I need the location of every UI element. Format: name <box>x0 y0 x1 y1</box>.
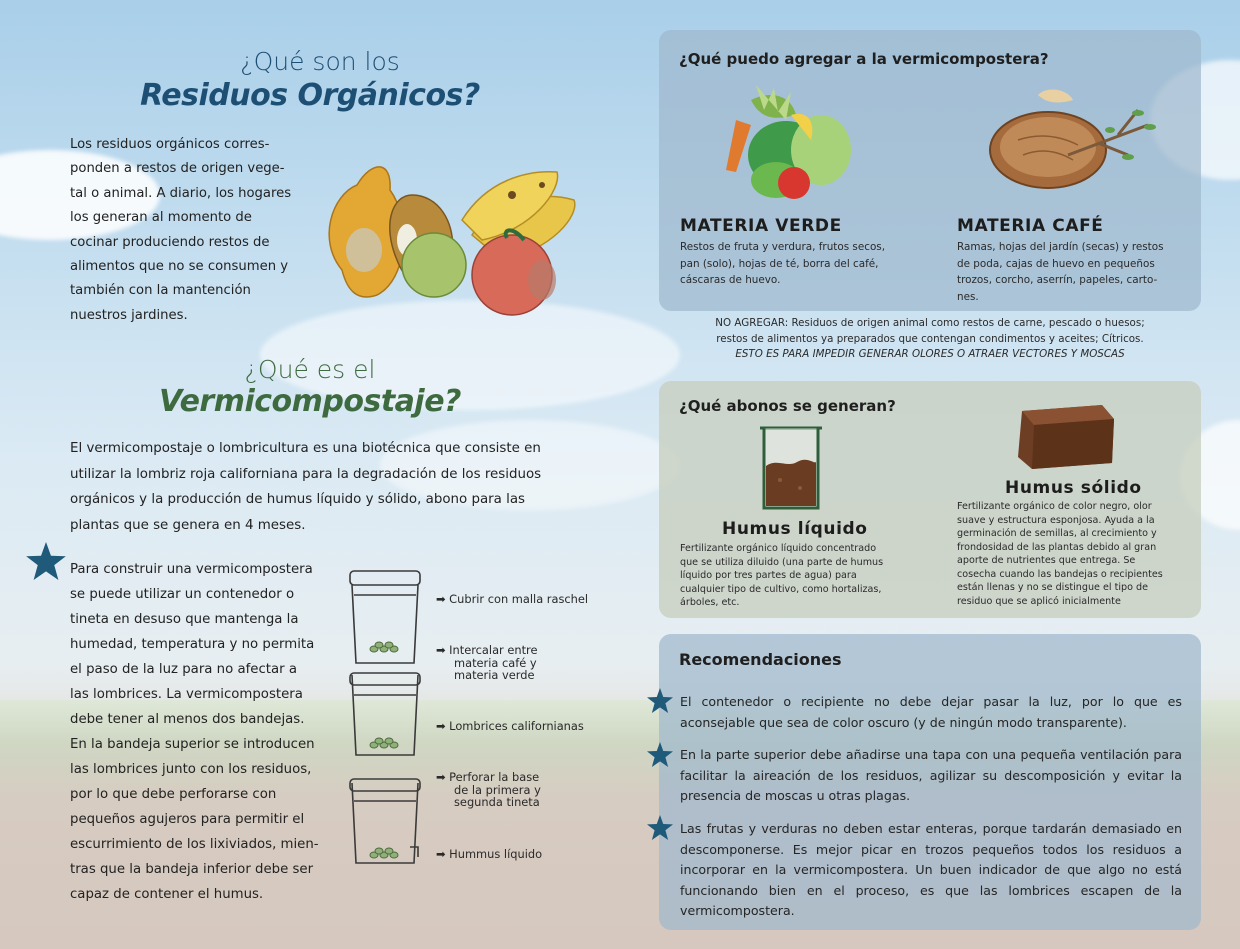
brown-matter-illustration <box>978 85 1158 200</box>
heading-residuos-bold: Residuos Orgánicos? <box>140 78 480 113</box>
humus-solido-title: Humus sólido <box>1005 478 1142 498</box>
residuos-line: tal o animal. A diario, los hogares <box>70 185 292 201</box>
diagram-label-text: Hummus líquido <box>449 847 543 861</box>
no-agregar-line: NO AGREGAR: Residuos de origen animal como restos de carne, pescado o huesos; <box>715 317 1145 329</box>
rotten-fruit-illustration <box>312 140 584 320</box>
vermicompostera-diagram <box>342 565 432 875</box>
liquido-line: líquido por tres partes de agua) para <box>680 570 857 581</box>
heading-vermi-bold: Vermicompostaje? <box>159 384 461 419</box>
liquid-humus-beaker-icon <box>752 422 830 514</box>
construir-paragraph <box>70 557 332 907</box>
solido-line: Fertilizante orgánico de color negro, olor <box>957 501 1152 512</box>
solido-line: suave y estructura esponjosa. Ayuda a la <box>957 514 1155 526</box>
materia-cafe-text <box>957 239 1197 305</box>
materia-cafe-title: MATERIA CAFÉ <box>957 216 1104 236</box>
diagram-label-intercalar: ➡ Intercalar entre materia café y materia verde <box>436 643 538 682</box>
construir-line: las lombrices. La vermicompostera <box>70 687 303 702</box>
recomendacion-item: Las frutas y verduras no deben estar enteras, porque tardarán demasiado en descomponerse. Es mejor picar en trozos pequeños todos los residuos a incorporar en la vermicompostera. Un buen indicador de que algo no está funcionando bien en el proceso, es que las lombrices escapen de la vermicompostera. <box>680 821 1182 918</box>
heading-vermi-light: ¿Qué es el <box>244 355 376 384</box>
construir-line: por lo que debe perforarse con <box>70 787 277 802</box>
liquido-line: que se utiliza diluido (una parte de humus <box>680 556 884 568</box>
recomendacion-item: En la parte superior debe añadirse una tapa con una pequeña ventilación para facilitar la aireación de los residuos, agilizar su descomposición y evitar la presencia de moscas u otras plagas. <box>680 747 1182 803</box>
humus-liquido-text <box>680 542 906 610</box>
solid-humus-block-icon <box>1012 397 1118 477</box>
residuos-line: ponden a restos de origen vege- <box>70 161 285 177</box>
solido-line: frondosidad de las plantas debido al gran <box>957 541 1157 553</box>
diagram-label-perforar: ➡ Perforar la base de la primera y segunda tineta <box>436 770 541 809</box>
residuos-paragraph <box>70 133 306 328</box>
cafe-line: nes. <box>957 290 979 303</box>
construir-line: debe tener al menos dos bandejas. <box>70 712 305 727</box>
residuos-line: alimentos que no se consumen y <box>70 259 289 275</box>
no-agregar-warning: ESTO ES PARA IMPEDIR GENERAR OLORES O ATRAER VECTORES Y MOSCAS <box>735 348 1125 360</box>
star-icon <box>647 742 673 767</box>
star-icon <box>647 815 673 840</box>
cafe-line: trozos, corcho, aserrín, papeles, carto- <box>957 274 1158 286</box>
solido-line: residuo que se aplicó inicialmente <box>957 595 1121 607</box>
construir-line: las lombrices junto con los residuos, <box>70 762 312 777</box>
vermi-line: plantas que se genera en 4 meses. <box>70 517 306 533</box>
residuos-line: los generan al momento de <box>70 210 252 226</box>
materia-verde-text <box>680 239 920 289</box>
diagram-label-malla: ➡ Cubrir con malla raschel <box>436 592 589 606</box>
construir-line: se puede utilizar un contenedor o <box>70 587 295 602</box>
solido-line: aporte de nutrientes que entrega. Se <box>957 555 1136 566</box>
verde-line: pan (solo), hojas de té, borra del café, <box>680 257 879 270</box>
materia-verde-title: MATERIA VERDE <box>680 216 842 236</box>
construir-line: pequeños agujeros para permitir el <box>70 812 305 827</box>
green-matter-illustration <box>716 80 856 205</box>
diagram-label-text: Lombrices californianas <box>449 719 584 733</box>
residuos-line: cocinar produciendo restos de <box>70 234 270 250</box>
vermi-line: orgánicos y la producción de humus líquido y sólido, abono para las <box>70 492 526 507</box>
recomendaciones-title: Recomendaciones <box>679 650 842 669</box>
diagram-label-text: Intercalar entre materia café y materia verde <box>449 643 538 682</box>
humus-liquido-title: Humus líquido <box>722 519 868 539</box>
construir-line: Para construir una vermicompostera <box>70 562 313 577</box>
liquido-line: Fertilizante orgánico líquido concentrado <box>680 543 877 554</box>
solido-line: germinación de semillas, al crecimiento y <box>957 528 1157 539</box>
liquido-line: cualquier tipo de cultivo, como hortalizas, <box>680 583 882 595</box>
humus-solido-text <box>957 500 1183 608</box>
construir-line: escurrimiento de los lixiviados, mien- <box>70 837 319 852</box>
diagram-label-lombrices: ➡ Lombrices californianas <box>436 719 584 733</box>
diagram-label-text: Cubrir con malla raschel <box>449 592 589 606</box>
star-icon <box>647 688 673 713</box>
cafe-line: de poda, cajas de huevo en pequeños <box>957 257 1155 270</box>
no-agregar-note <box>660 316 1200 363</box>
vermi-line: El vermicompostaje o lombricultura es una biotécnica que consiste en <box>70 441 541 456</box>
solido-line: cosecha cuando las bandejas o recipientes <box>957 568 1163 580</box>
solido-line: están llenas y no se distingue el tipo de <box>957 582 1149 593</box>
residuos-line: Los residuos orgánicos corres- <box>70 137 270 152</box>
construir-line: capaz de contener el humus. <box>70 887 264 902</box>
construir-line: tras que la bandeja inferior debe ser <box>70 862 314 877</box>
no-agregar-line: restos de alimentos ya preparados que contengan condimentos y aceites; Cítricos. <box>716 332 1144 345</box>
verde-line: Restos de fruta y verdura, frutos secos, <box>680 241 886 253</box>
agregar-title: ¿Qué puedo agregar a la vermicompostera? <box>679 50 1049 68</box>
construir-line: En la bandeja superior se introducen <box>70 737 315 752</box>
construir-line: humedad, temperatura y no permita <box>70 637 315 652</box>
vermi-paragraph <box>70 436 575 538</box>
heading-residuos-light: ¿Qué son los <box>240 47 400 76</box>
construir-line: tineta en desuso que mantenga la <box>70 612 299 627</box>
cafe-line: Ramas, hojas del jardín (secas) y restos <box>957 241 1164 253</box>
recomendacion-item: El contenedor o recipiente no debe dejar pasar la luz, por lo que es aconsejable que sea de color oscuro (y de ningún modo transparente). <box>680 694 1182 730</box>
diagram-label-hummus: ➡ Hummus líquido <box>436 847 543 861</box>
residuos-line: nuestros jardines. <box>70 307 188 323</box>
construir-line: el paso de la luz para no afectar a <box>70 662 297 677</box>
vermi-line: utilizar la lombriz roja californiana para la degradación de los residuos <box>70 466 542 482</box>
residuos-line: también con la mantención <box>70 283 251 299</box>
abonos-title: ¿Qué abonos se generan? <box>679 397 896 415</box>
star-icon <box>26 542 66 580</box>
diagram-label-text: Perforar la base de la primera y segunda tineta <box>449 770 541 809</box>
liquido-line: árboles, etc. <box>680 597 740 608</box>
verde-line: cáscaras de huevo. <box>680 274 781 286</box>
